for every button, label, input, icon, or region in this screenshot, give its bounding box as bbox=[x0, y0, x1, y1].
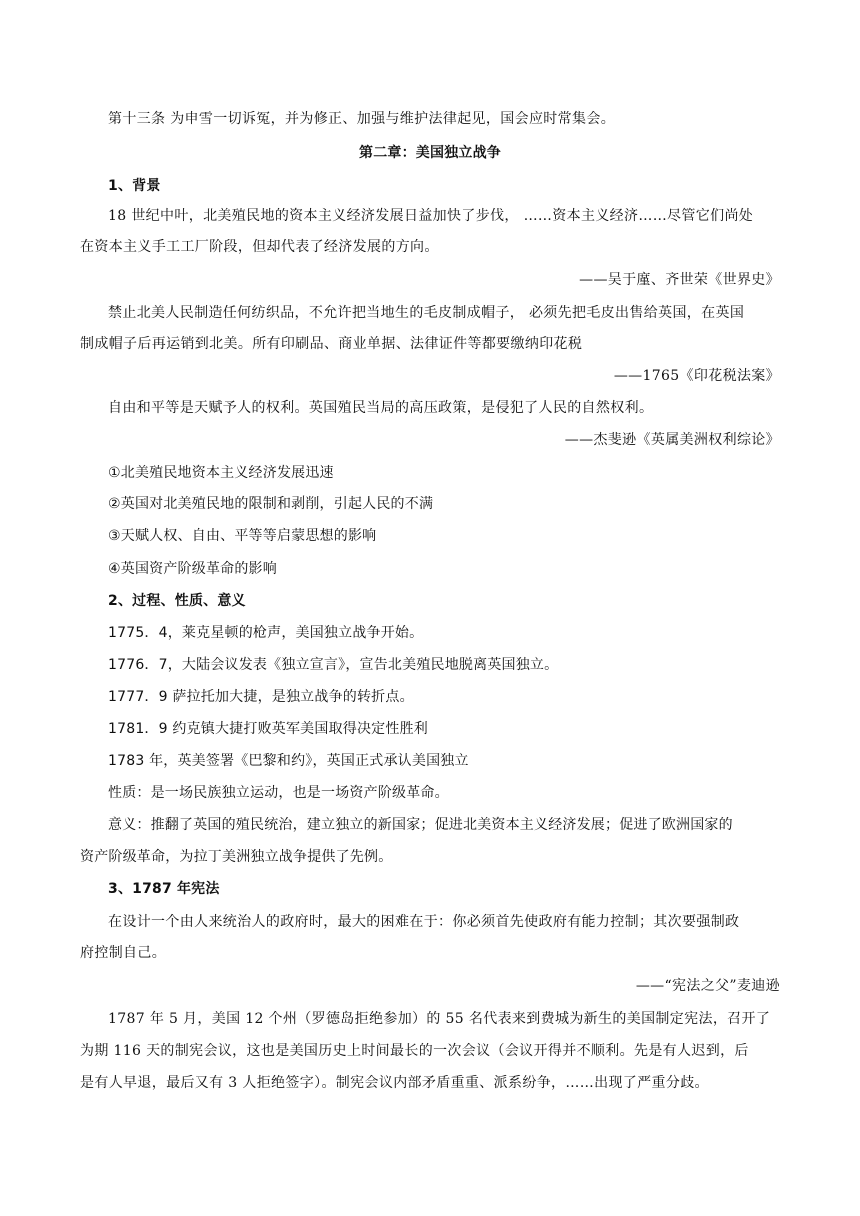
quote-3-line-1: 自由和平等是天赋予人的权利。英国殖民当局的高压政策，是侵犯了人民的自然权利。 bbox=[108, 400, 654, 416]
quote-3-source: ——杰斐逊《英属美洲权利综论》 bbox=[564, 432, 780, 448]
war-nature: 性质：是一场民族独立运动，也是一场资产阶级革命。 bbox=[108, 785, 449, 801]
event-1781: 1781．9 约克镇大捷打败英军美国取得决定性胜利 bbox=[108, 721, 428, 737]
section-3-heading: 3、1787 年宪法 bbox=[108, 881, 220, 897]
article-13-text: 第十三条 为申雪一切诉冤，并为修正、加强与维护法律起见，国会应时常集会。 bbox=[108, 111, 616, 127]
war-significance-line-1: 意义：推翻了英国的殖民统治，建立独立的新国家；促进北美资本主义经济发展；促进了欧洲国家的 bbox=[108, 817, 733, 833]
background-point-1: ①北美殖民地资本主义经济发展迅速 bbox=[108, 465, 334, 481]
convention-para-line-3: 是有人早退，最后又有 3 人拒绝签字）。制宪会议内部矛盾重重、派系纷争，……出现了严重分歧。 bbox=[80, 1075, 709, 1091]
quote-2-source: ——1765《印花税法案》 bbox=[613, 368, 780, 384]
event-1775: 1775．4，莱克星顿的枪声，美国独立战争开始。 bbox=[108, 625, 424, 641]
quote-1-line-2: 在资本主义手工工厂阶段，但却代表了经济发展的方向。 bbox=[80, 239, 439, 255]
event-1776: 1776．7，大陆会议发表《独立宣言》，宣告北美殖民地脱离英国独立。 bbox=[108, 657, 559, 673]
chapter-title: 第二章：美国独立战争 bbox=[359, 145, 501, 161]
convention-para-line-2: 为期 116 天的制宪会议，这也是美国历史上时间最长的一次会议（会议开得并不顺利。先是有人迟到，后 bbox=[80, 1043, 749, 1059]
quote-1-line-1: 18 世纪中叶，北美殖民地的资本主义经济发展日益加快了步伐， ……资本主义经济……尽管它们尚处 bbox=[108, 208, 754, 224]
madison-quote-source: ——“宪法之父”麦迪逊 bbox=[635, 978, 780, 994]
background-point-3: ③天赋人权、自由、平等等启蒙思想的影响 bbox=[108, 528, 377, 544]
quote-1-source: ——吴于廑、齐世荣《世界史》 bbox=[579, 272, 780, 288]
madison-quote-line-1: 在设计一个由人来统治人的政府时，最大的困难在于：你必须首先使政府有能力控制；其次要强制政 bbox=[108, 914, 740, 930]
section-1-heading: 1、背景 bbox=[108, 178, 161, 194]
quote-2-line-1: 禁止北美人民制造任何纺织品，不允许把当地生的毛皮制成帽子， 必须先把毛皮出售给英国，在英国 bbox=[108, 305, 745, 321]
event-1777: 1777．9 萨拉托加大捷，是独立战争的转折点。 bbox=[108, 689, 414, 705]
madison-quote-line-2: 府控制自己。 bbox=[80, 945, 167, 961]
event-1783: 1783 年，英美签署《巴黎和约》，英国正式承认美国独立 bbox=[108, 753, 469, 769]
section-2-heading: 2、过程、性质、意义 bbox=[108, 593, 246, 609]
quote-2-line-2: 制成帽子后再运销到北美。所有印刷品、商业单据、法律证件等都要缴纳印花税 bbox=[80, 336, 583, 352]
background-point-2: ②英国对北美殖民地的限制和剥削，引起人民的不满 bbox=[108, 496, 434, 512]
convention-para-line-1: 1787 年 5 月，美国 12 个州（罗德岛拒绝参加）的 55 名代表来到费城为新生的美国制定宪法，召开了 bbox=[108, 1011, 771, 1027]
background-point-4: ④英国资产阶级革命的影响 bbox=[108, 561, 277, 577]
war-significance-line-2: 资产阶级革命，为拉丁美洲独立战争提供了先例。 bbox=[80, 849, 393, 865]
